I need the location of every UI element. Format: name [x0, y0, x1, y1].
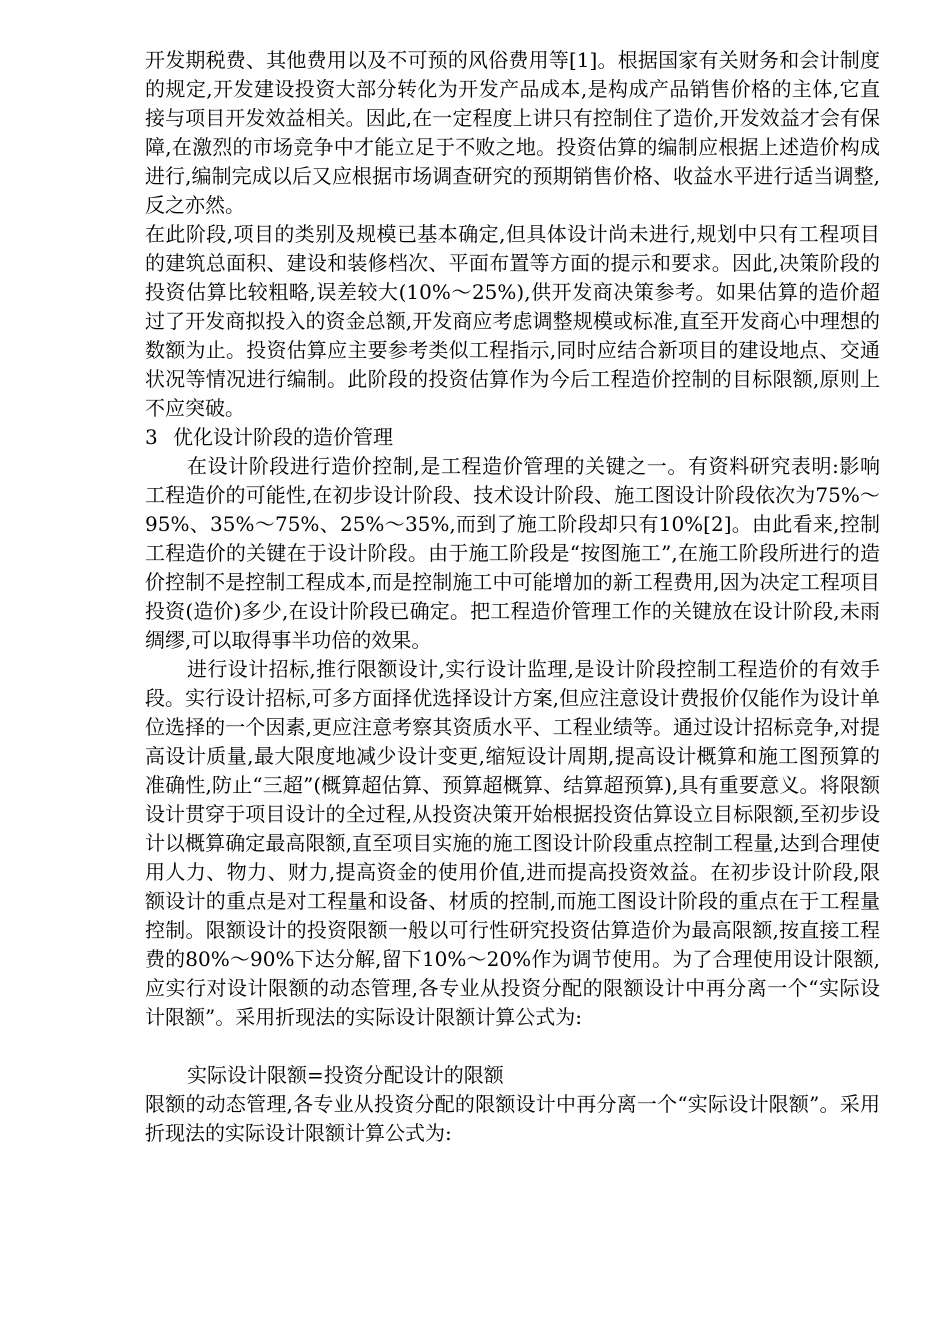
paragraph-design-bidding: 进行设计招标,推行限额设计,实行设计监理,是设计阶段控制工程造价的有效手段。实行设计招标,可多方面择优选择设计方案,但应注意设计费报价仅能作为设计单位选择的一个因素,更应注意考察其资质水平、工程业绩等。通过设计招标竞争,对提高设计质量,最大限度地减少设计变更,缩短设计周期,提高设计概算和施工图预算的准确性,防止“三超”(概算超估算、预算超概算、结算超预算),具有重要意义。将限额设计贯穿于项目设计的全过程,从投资决策开始根据投资估算设立目标限额,至初步设计以概算确定最高限额,直至项目实施的施工图设计阶段重点控制工程量,达到合理使用人力、物力、财力,提高资金的使用价值,进而提高投资效益。在初步设计阶段,限额设计的重点是对工程量和设备、材质的控制,而施工图设计阶段的重点在于工程量控制。限额设计的投资限额一般以可行性研究投资估算造价为最高限额,按直接工程费的80%～90%下达分解,留下10%～20%作为调节使用。为了合理使用设计限额,应实行对设计限额的动态管理,各专业从投资分配的限额设计中再分离一个“实际设计限额”。采用折现法的实际设计限额计算公式为: [145, 657, 880, 1029]
paragraph-decision-stage: 在此阶段,项目的类别及规模已基本确定,但具体设计尚未进行,规划中只有工程项目的建筑总面积、建设和装修档次、平面布置等方面的提示和要求。因此,决策阶段的投资估算比较粗略,误差较大(10%～25%),供开发商决策参考。如果估算的造价超过了开发商拟投入的资金总额,开发商应考虑调整规模或标准,直至开发商心中理想的数额为止。投资估算应主要参考类似工程指示,同时应结合新项目的建设地点、交通状况等情况进行编制。此阶段的投资估算作为今后工程造价控制的目标限额,原则上不应突破。 [145, 222, 880, 420]
paragraph-cost-composition: 开发期税费、其他费用以及不可预的风俗费用等[1]。根据国家有关财务和会计制度的规定,开发建设投资大部分转化为开发产品成本,是构成产品销售价格的主体,它直接与项目开发效益相关。因此,在一定程度上讲只有控制住了造价,开发效益才会有保障,在激烈的市场竞争中才能立足于不败之地。投资估算的编制应根据上述造价构成进行,编制完成以后又应根据市场调查研究的预期销售价格、收益水平进行适当调整,反之亦然。 [145, 48, 880, 217]
section-title: 优化设计阶段的造价管理 [173, 425, 393, 449]
section-heading [145, 423, 880, 452]
section-number: 3 [145, 425, 158, 449]
document-page [145, 46, 880, 1148]
paragraph-design-stage-control: 在设计阶段进行造价控制,是工程造价管理的关键之一。有资料研究表明:影响工程造价的可能性,在初步设计阶段、技术设计阶段、施工图设计阶段依次为75%～95%、35%～75%、25%～35%,而到了施工阶段却只有10%[2]。由此看来,控制工程造价的关键在于设计阶段。由于施工阶段是“按图施工”,在施工阶段所进行的造价控制不是控制工程成本,而是控制施工中可能增加的新工程费用,因为决定工程项目投资(造价)多少,在设计阶段已确定。把工程造价管理工作的关键放在设计阶段,未雨绸缪,可以取得事半功倍的效果。 [145, 454, 880, 652]
formula-line: 实际设计限额=投资分配设计的限额 [187, 1063, 504, 1087]
paragraph-trailing: 限额的动态管理,各专业从投资分配的限额设计中再分离一个“实际设计限额”。采用折现法的实际设计限额计算公式为: [145, 1092, 880, 1145]
